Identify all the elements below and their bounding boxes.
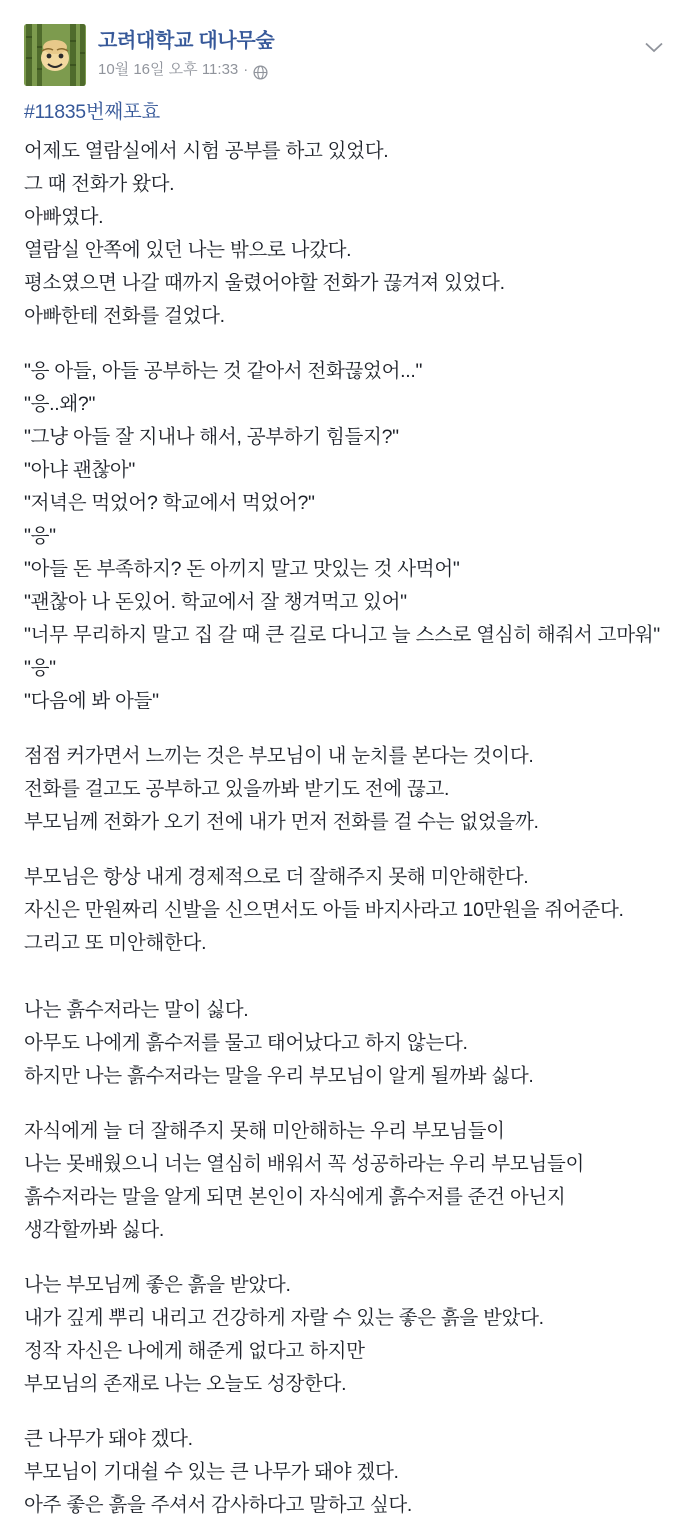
post-line: "다음에 봐 아들" [24,690,159,712]
post-meta [98,60,669,80]
post-line: 열람실 안쪽에 있던 나는 밖으로 나갔다. [24,239,352,261]
post-line: 부모님이 기대쉴 수 있는 큰 나무가 돼야 겠다. [24,1461,399,1483]
post-line: 나는 부모님께 좋은 흙을 받았다. [24,1274,291,1296]
post-line: 아무도 나에게 흙수저를 물고 태어났다고 하지 않는다. [24,1032,468,1054]
post-line: 자식에게 늘 더 잘해주지 못해 미안해하는 우리 부모님들이 [24,1120,505,1142]
post-line: "응" [24,525,56,547]
post-line: "그냥 아들 잘 지내나 해서, 공부하기 힘들지?" [24,426,399,448]
post-line: 부모님의 존재로 나는 오늘도 성장한다. [24,1373,347,1395]
post-line: "괜찮아 나 돈있어. 학교에서 잘 챙겨먹고 있어" [24,591,407,613]
post-header [24,18,669,96]
post-header-text [98,24,669,80]
post-line: 점점 커가면서 느끼는 것은 부모님이 내 눈치를 본다는 것이다. [24,745,534,767]
post-paragraph [24,1423,669,1522]
post-line: "아냐 괜찮아" [24,459,136,481]
post-paragraph-dialogue [24,355,669,718]
post-line: "너무 무리하지 말고 집 갈 때 큰 길로 다니고 늘 스스로 열심히 해줘서 고마워" [24,624,660,646]
post-line: "응" [24,657,56,679]
meta-separator: · [243,61,249,78]
post-line: 큰 나무가 돼야 겠다. [24,1428,193,1450]
bamboo-forest-avatar-image [24,24,86,86]
post-paragraph [24,1269,669,1401]
post-paragraph [24,740,669,839]
post-line: 아빠였다. [24,206,104,228]
post-line: "아들 돈 부족하지? 돈 아끼지 말고 맛있는 것 사먹어" [24,558,460,580]
post-line: "응..왜?" [24,393,96,415]
post-line: 흙수저라는 말을 알게 되면 본인이 자식에게 흙수저를 준건 아닌지 [24,1186,566,1208]
hashtag-link[interactable]: #11835번째포효 [24,101,160,123]
page-name[interactable]: 고려대학교 대나무숲 [98,30,275,52]
post-line: "저녁은 먹었어? 학교에서 먹었어?" [24,492,315,514]
post-line: 나는 흙수저라는 말이 싫다. [24,999,249,1021]
post-line: 생각할까봐 싫다. [24,1219,164,1241]
post-line: 부모님은 항상 내게 경제적으로 더 잘해주지 못해 미안해한다. [24,866,529,888]
post-line: 전화를 걸고도 공부하고 있을까봐 받기도 전에 끊고. [24,778,450,800]
post-paragraph [24,1115,669,1247]
post-body [24,96,669,1534]
post-line: "응 아들, 아들 공부하는 것 같아서 전화끊었어..." [24,360,423,382]
globe-icon[interactable] [253,65,268,80]
post-line: 평소였으면 나갈 때까지 울렸어야할 전화가 끊겨져 있었다. [24,272,505,294]
avatar[interactable] [24,24,86,86]
post-paragraph [24,994,669,1093]
post-line: 자신은 만원짜리 신발을 신으면서도 아들 바지사라고 10만원을 쥐어준다. [24,899,624,921]
post-timestamp[interactable]: 10월 16일 오후 11:33 [98,61,239,78]
post-line: 어제도 열람실에서 시험 공부를 하고 있었다. [24,140,389,162]
post-line: 부모님께 전화가 오기 전에 내가 먼저 전화를 걸 수는 없었을까. [24,811,539,833]
post-line: 그 때 전화가 왔다. [24,173,175,195]
paragraph-spacer [24,982,669,994]
post-line: 아주 좋은 흙을 주셔서 감사하다고 말하고 싶다. [24,1494,413,1516]
post-hashtag-paragraph [24,96,669,333]
post-line: 나는 못배웠으니 너는 열심히 배워서 꼭 성공하라는 우리 부모님들이 [24,1153,584,1175]
post-line: 내가 깊게 뿌리 내리고 건강하게 자랄 수 있는 좋은 흙을 받았다. [24,1307,544,1329]
post-paragraph [24,861,669,960]
post-line: 하지만 나는 흙수저라는 말을 우리 부모님이 알게 될까봐 싫다. [24,1065,534,1087]
chevron-down-icon[interactable] [641,34,667,60]
post-line: 그리고 또 미안해한다. [24,932,207,954]
post-line: 정작 자신은 나에게 해준게 없다고 하지만 [24,1340,365,1362]
post-line: 아빠한테 전화를 걸었다. [24,305,225,327]
